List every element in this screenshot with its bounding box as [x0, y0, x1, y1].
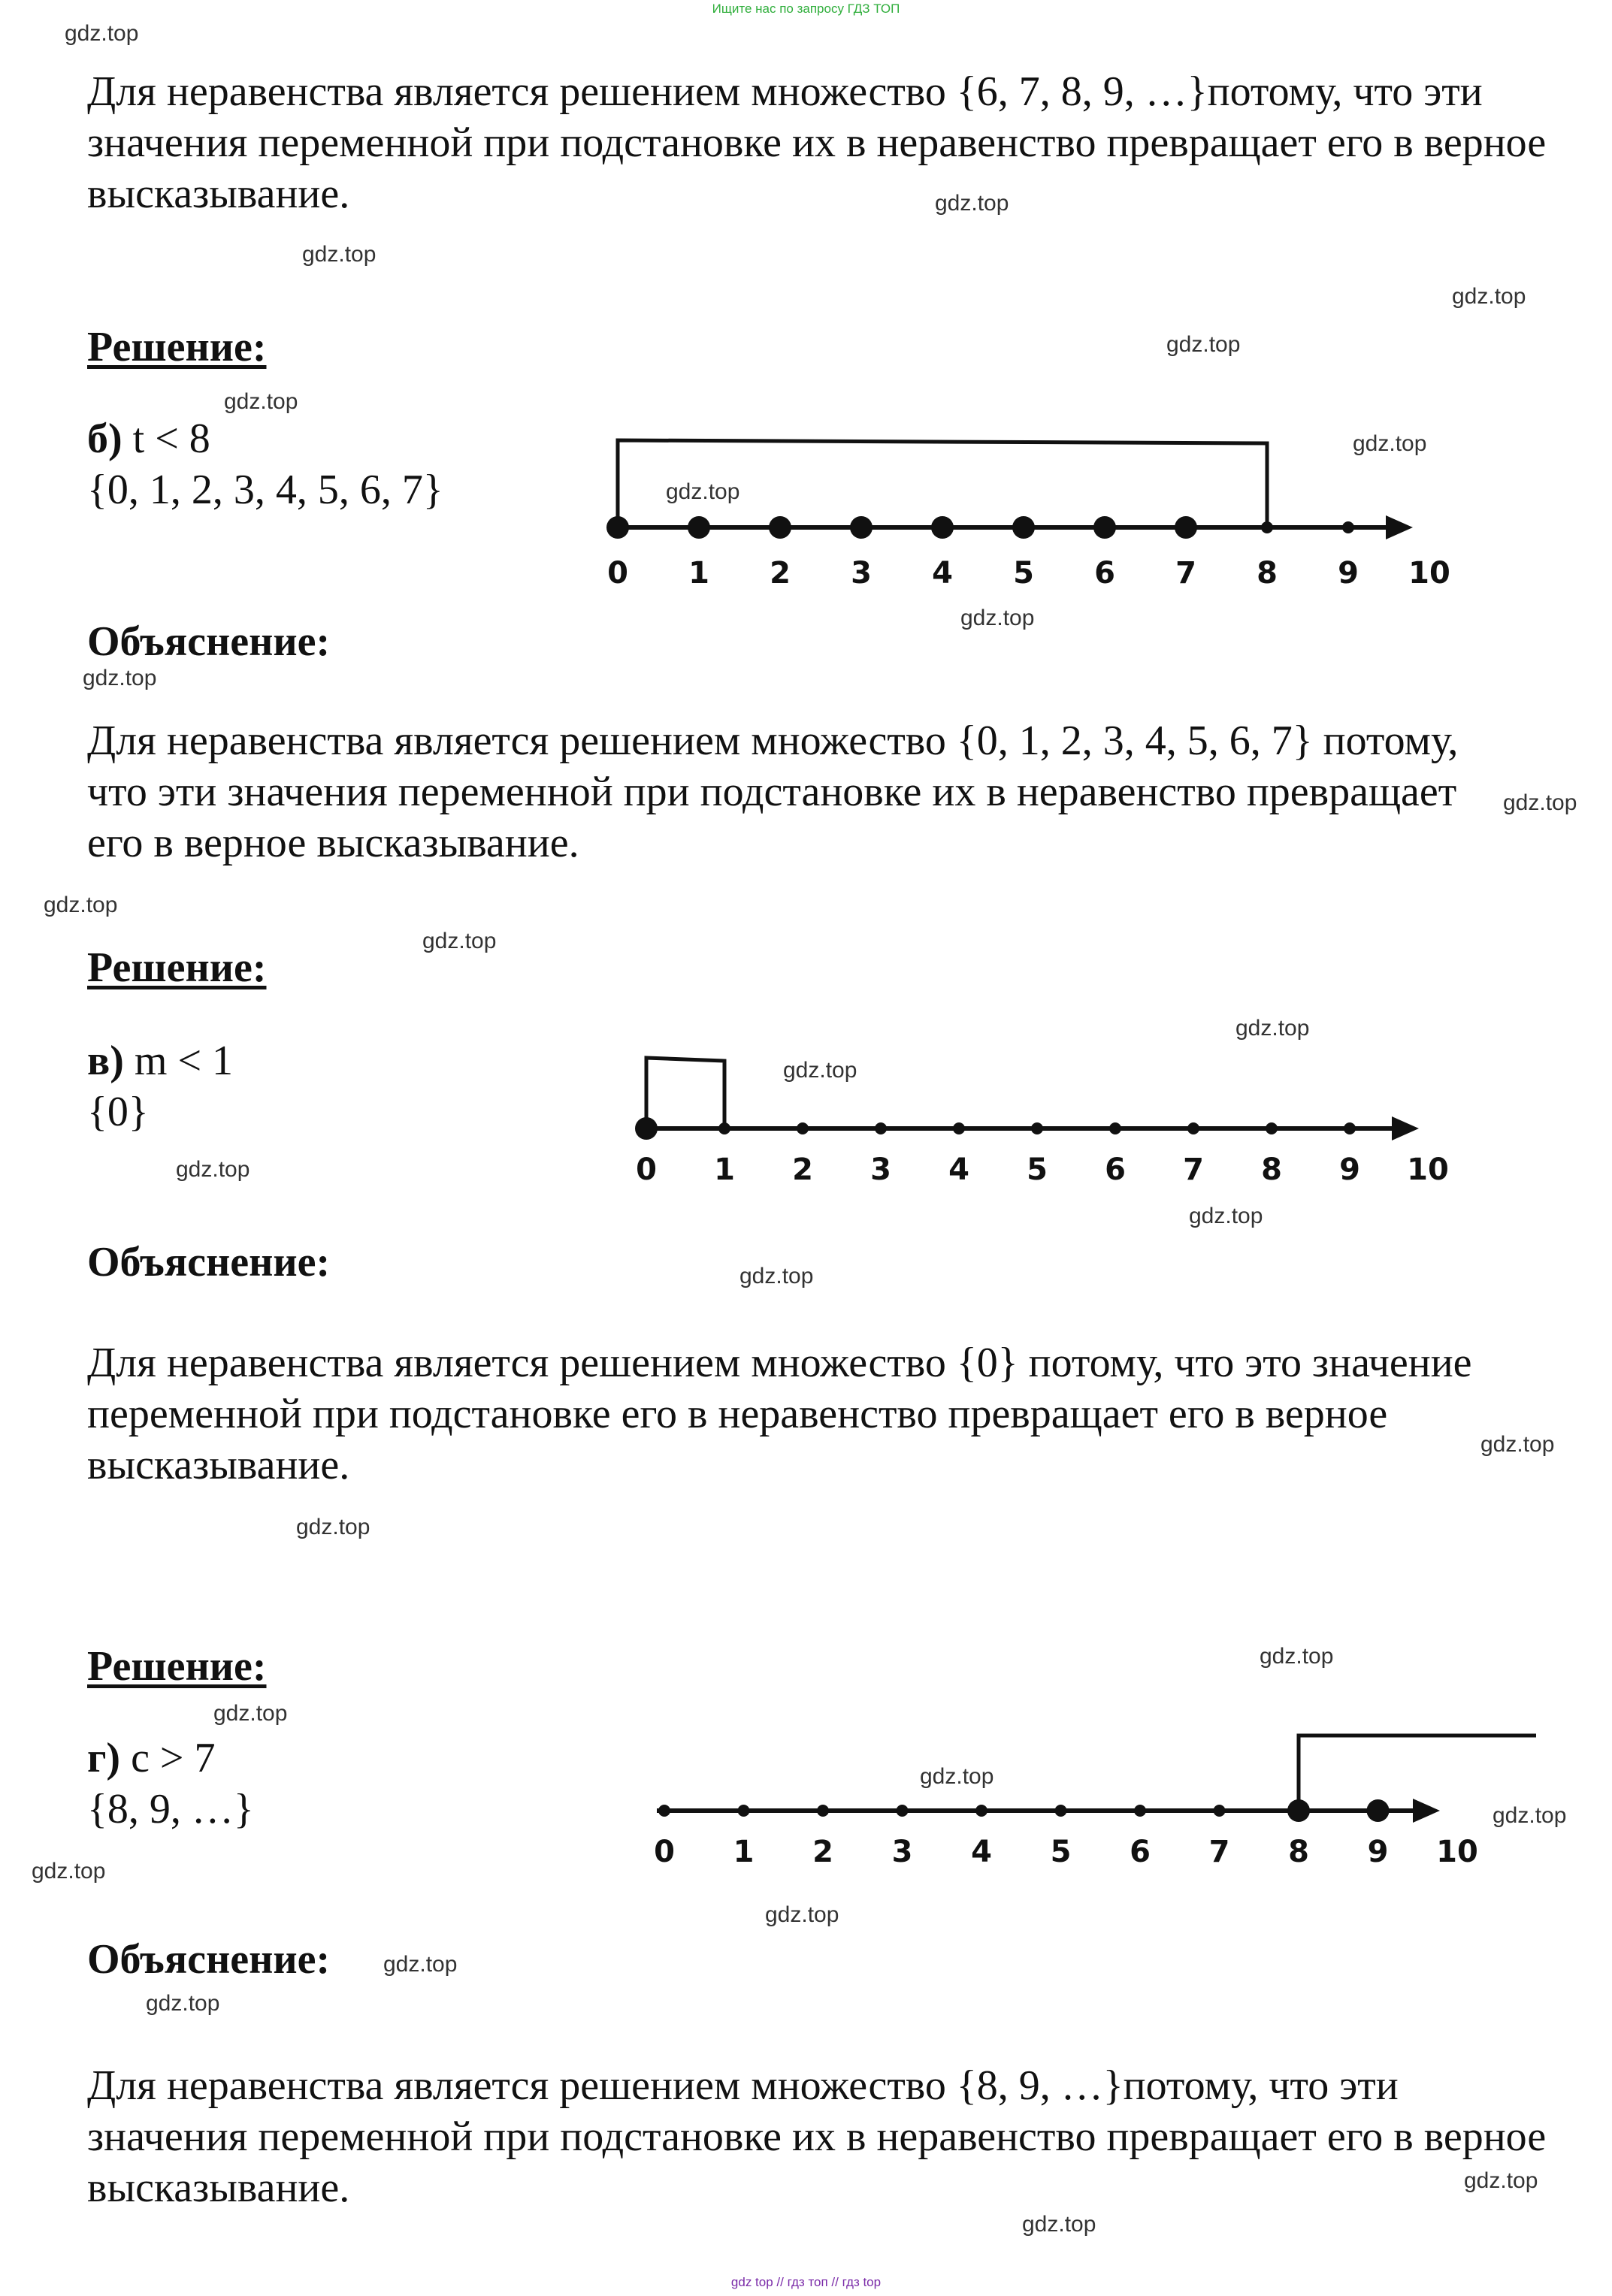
inequality: m < 1: [134, 1038, 234, 1084]
solution-heading-v: Решение:: [87, 944, 267, 991]
solution-point: [1287, 1799, 1310, 1822]
watermark: gdz.top: [146, 1991, 220, 2016]
tick-label: 5: [1027, 1153, 1048, 1187]
tick-label: 8: [1257, 556, 1278, 591]
watermark: gdz.top: [296, 1515, 370, 1539]
tick-label: 10: [1408, 556, 1450, 591]
explanation-b: Для неравенства является решением множество {0, 1, 2, 3, 4, 5, 6, 7} потому, что эти значения переменной при подстановке их в неравенство превращает его в верное высказывание.: [87, 718, 1459, 866]
tick-label: 8: [1261, 1153, 1282, 1187]
tick-label: 7: [1208, 1835, 1230, 1869]
tick-label: 0: [654, 1835, 675, 1869]
axis-point: [1134, 1805, 1146, 1817]
watermark: gdz.top: [44, 893, 118, 917]
watermark: gdz.top: [1452, 284, 1526, 309]
watermark: gdz.top: [1353, 431, 1427, 456]
tick-label: 4: [932, 556, 953, 591]
axis-point: [1055, 1805, 1067, 1817]
axis-point: [975, 1805, 987, 1817]
tick-label: 3: [870, 1153, 891, 1187]
solution-set: {0, 1, 2, 3, 4, 5, 6, 7}: [87, 467, 443, 513]
axis-point: [817, 1805, 829, 1817]
watermark: gdz.top: [65, 21, 139, 46]
tick-label: 6: [1105, 1153, 1126, 1187]
watermark: gdz.top: [32, 1859, 106, 1884]
watermark: gdz.top: [1235, 1016, 1310, 1041]
tick-label: 3: [891, 1835, 913, 1869]
tick-label: 6: [1130, 1835, 1151, 1869]
tick-label: 10: [1407, 1153, 1449, 1187]
axis-arrow: [1413, 1799, 1440, 1823]
tick-label: 4: [971, 1835, 992, 1869]
watermark: gdz.top: [765, 1902, 839, 1927]
watermark: gdz.top: [302, 242, 377, 267]
bottom-banner: gdz top // гдз топ // гдз top: [730, 2275, 882, 2289]
inequality: c > 7: [131, 1735, 216, 1781]
tick-label: 0: [636, 1153, 657, 1187]
tick-label: 6: [1094, 556, 1115, 591]
axis-point: [1214, 1805, 1226, 1817]
watermark: gdz.top: [1022, 2212, 1096, 2237]
solution-set: {0}: [87, 1089, 149, 1135]
axis-point: [897, 1805, 909, 1817]
solution-set: {8, 9, …}: [87, 1786, 254, 1832]
tick-label: 1: [714, 1153, 735, 1187]
tick-label: 4: [948, 1153, 969, 1187]
watermark: gdz.top: [783, 1058, 857, 1083]
tick-label: 9: [1338, 556, 1359, 591]
top-banner: Ищите нас по запросу ГДЗ ТОП: [712, 2, 900, 16]
problem-letter: в): [87, 1038, 124, 1084]
tick-label: 9: [1339, 1153, 1360, 1187]
tick-label: 7: [1183, 1153, 1204, 1187]
watermark: gdz.top: [1464, 2168, 1538, 2193]
tick-label: 2: [770, 556, 791, 591]
watermark: gdz.top: [739, 1264, 814, 1288]
tick-label: 1: [733, 1835, 755, 1869]
explanation-v: Для неравенства является решением множество {0} потому, что это значение переменной при подстановке его в неравенство превращает его в верное высказывание.: [87, 1340, 1472, 1488]
tick-label: 7: [1175, 556, 1196, 591]
watermark: gdz.top: [960, 606, 1035, 630]
watermark: gdz.top: [224, 389, 298, 414]
watermark: gdz.top: [920, 1764, 994, 1789]
solution-bracket: [1299, 1736, 1536, 1811]
intro-explanation: Для неравенства является решением множество {6, 7, 8, 9, …}потому, что эти значения переменной при подстановке их в неравенство превращает его в верное высказывание.: [87, 68, 1547, 217]
watermark: gdz.top: [1166, 332, 1241, 357]
watermark: gdz.top: [1493, 1803, 1567, 1828]
watermark: gdz.top: [1189, 1204, 1263, 1228]
tick-label: 5: [1050, 1835, 1072, 1869]
watermark: gdz.top: [935, 191, 1009, 216]
tick-label: 1: [688, 556, 709, 591]
problem-letter: б): [87, 415, 122, 462]
axis-point: [658, 1805, 670, 1817]
tick-label: 2: [792, 1153, 813, 1187]
watermark: gdz.top: [176, 1157, 250, 1182]
tick-label: 2: [812, 1835, 833, 1869]
axis-point: [738, 1805, 750, 1817]
tick-label: 8: [1288, 1835, 1309, 1869]
solution-point: [1367, 1799, 1390, 1822]
watermark: gdz.top: [83, 666, 157, 690]
watermark: gdz.top: [1480, 1432, 1555, 1457]
tick-label: 9: [1367, 1835, 1389, 1869]
tick-label: 3: [851, 556, 872, 591]
watermark: gdz.top: [666, 479, 740, 504]
inequality: t < 8: [132, 415, 210, 462]
problem-letter: г): [87, 1735, 121, 1781]
watermark: gdz.top: [383, 1952, 458, 1977]
solution-heading-g: Решение:: [87, 1643, 267, 1690]
watermark: gdz.top: [422, 929, 497, 953]
watermark: gdz.top: [1503, 790, 1577, 815]
explanation-heading-v: Объяснение:: [87, 1239, 331, 1285]
explanation-g: Для неравенства является решением множество {8, 9, …}потому, что эти значения переменной при подстановке их в неравенство превращает его в верное высказывание.: [87, 2062, 1547, 2211]
solution-heading-b: Решение:: [87, 324, 267, 370]
watermark: gdz.top: [213, 1701, 288, 1726]
explanation-heading-b: Объяснение:: [87, 618, 331, 665]
tick-label: 5: [1013, 556, 1034, 591]
tick-label: 0: [607, 556, 628, 591]
tick-label: 10: [1436, 1835, 1478, 1869]
watermark: gdz.top: [1260, 1644, 1334, 1669]
explanation-heading-g: Объяснение:: [87, 1936, 331, 1983]
